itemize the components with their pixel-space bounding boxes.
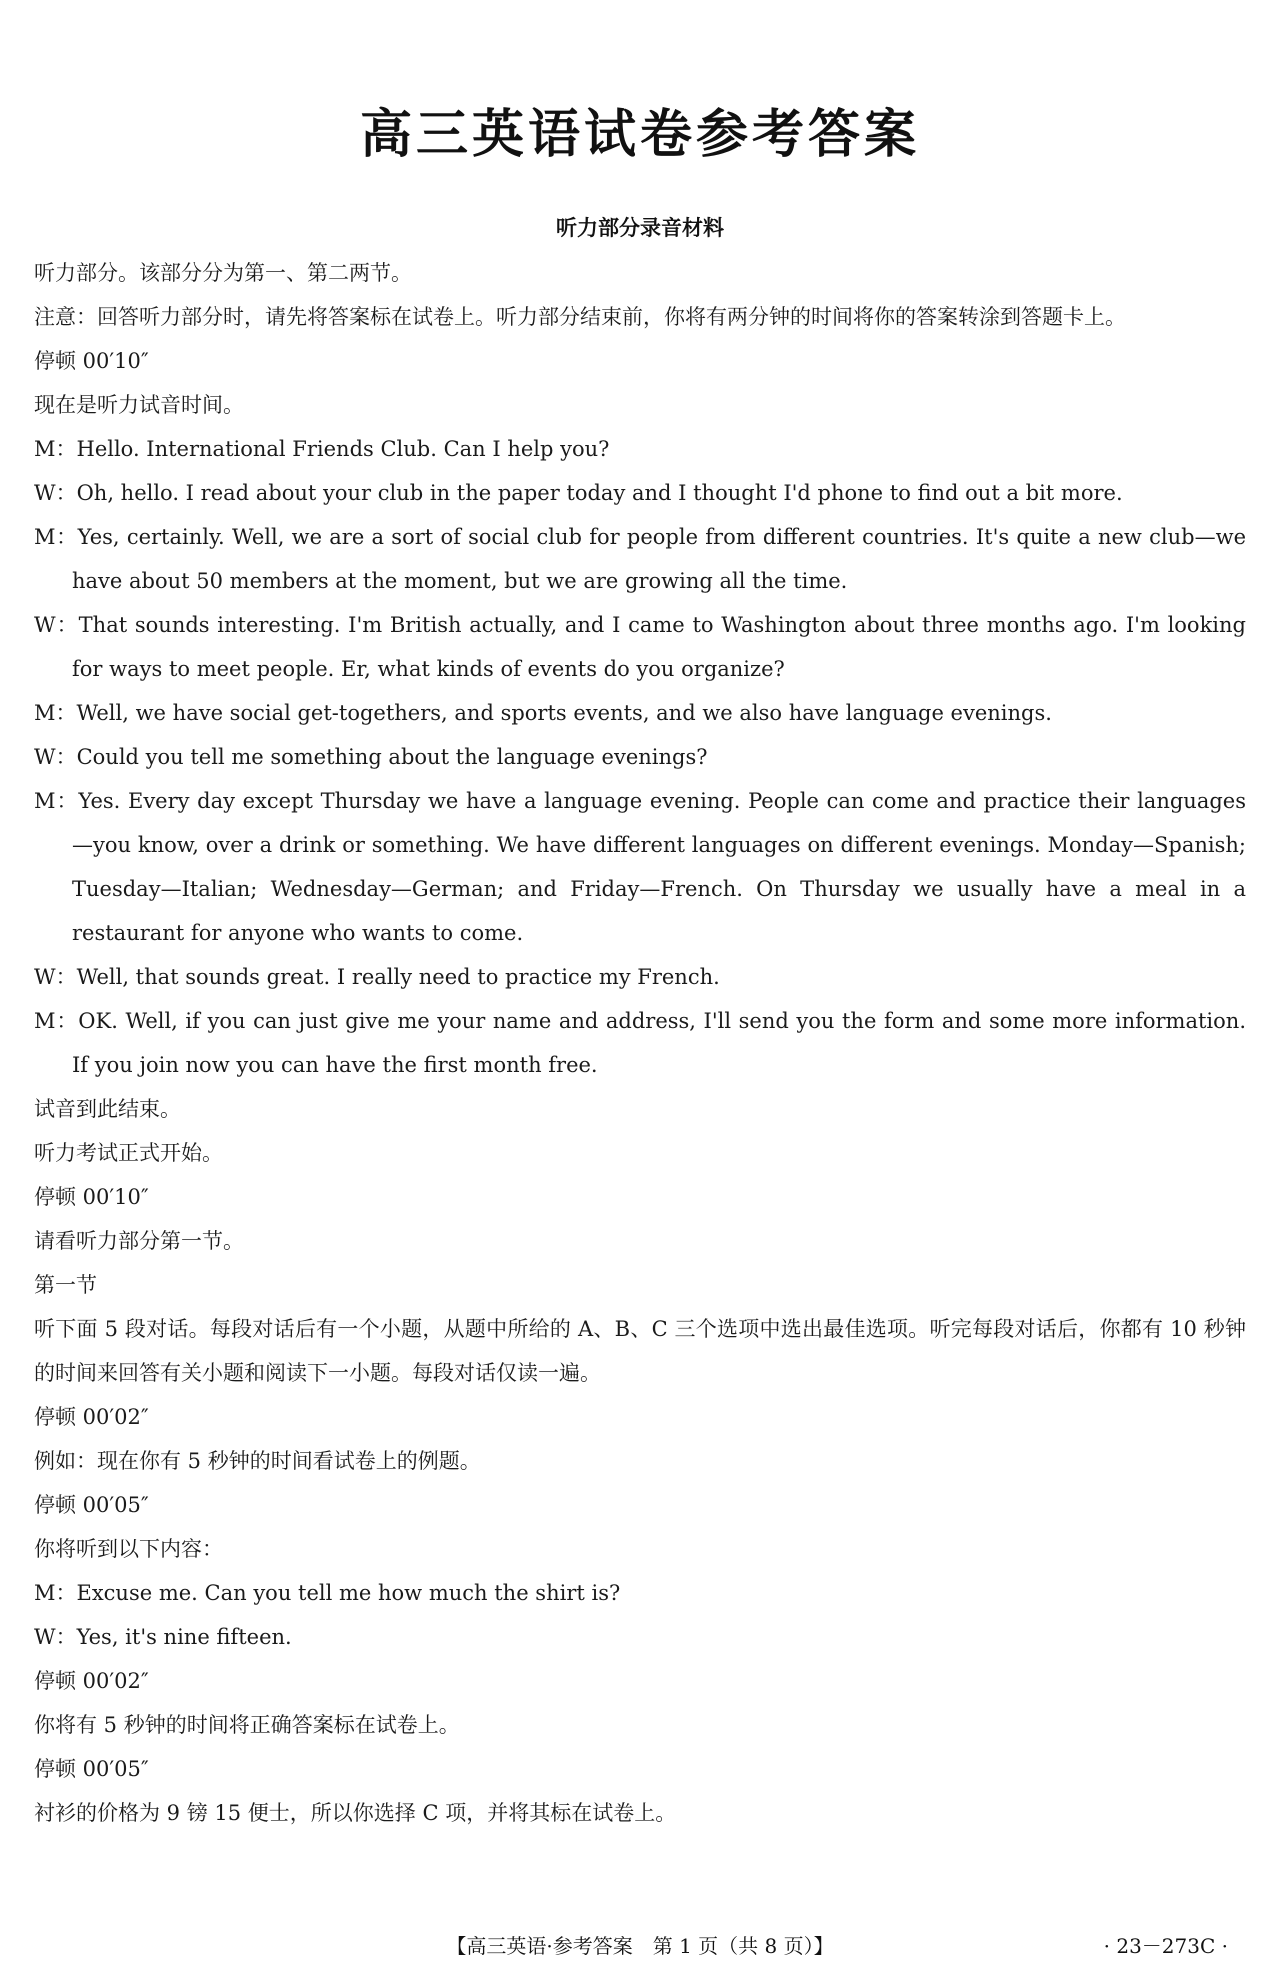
document-code: · 23－273C · bbox=[1103, 1934, 1228, 1958]
notice-paragraph: 注意：回答听力部分时，请先将答案标在试卷上。听力部分结束前，你将有两分钟的时间将你的答案转涂到答题卡上。 bbox=[34, 305, 1126, 329]
dialogue-line: W：Could you tell me something about the language evenings? bbox=[34, 745, 708, 769]
pause-marker: 停顿 00′05″ bbox=[34, 1493, 149, 1517]
pause-marker: 停顿 00′02″ bbox=[34, 1405, 149, 1429]
section-title: 听力部分录音材料 bbox=[556, 216, 724, 240]
page-footer: 【高三英语·参考答案 第 1 页（共 8 页）】 bbox=[446, 1934, 834, 1958]
section-one-prompt: 请看听力部分第一节。 bbox=[34, 1229, 244, 1253]
document-title: 高三英语试卷参考答案 bbox=[359, 105, 920, 165]
pause-marker: 停顿 00′02″ bbox=[34, 1669, 149, 1693]
dialogue-line: M：Yes, certainly. Well, we are a sort of social club for people from different countries. It's quite a new club—we have about 50 members at the moment, but we are growing all the time. bbox=[34, 525, 1246, 593]
dialogue-line: M：Well, we have social get-togethers, and sports events, and we also have language evenings. bbox=[34, 701, 1052, 725]
transcript-body bbox=[34, 251, 1246, 1835]
intro-line: 听力部分。该部分分为第一、第二两节。 bbox=[34, 261, 412, 285]
dialogue-line: M：Excuse me. Can you tell me how much the shirt is? bbox=[34, 1581, 621, 1605]
dialogue-line: W：That sounds interesting. I'm British actually, and I came to Washington about three months ago. I'm looking for ways to meet people. Er, what kinds of events do you organize? bbox=[34, 613, 1246, 681]
example-answer: 衬衫的价格为 9 镑 15 便士，所以你选择 C 项，并将其标在试卷上。 bbox=[34, 1801, 677, 1825]
dialogue-line: W：Oh, hello. I read about your club in the paper today and I thought I'd phone to find out a bit more. bbox=[34, 481, 1123, 505]
answer-time-prompt: 你将有 5 秒钟的时间将正确答案标在试卷上。 bbox=[34, 1713, 460, 1737]
trial-announcement: 现在是听力试音时间。 bbox=[34, 393, 244, 417]
pause-marker: 停顿 00′10″ bbox=[34, 349, 149, 373]
exam-start-line: 听力考试正式开始。 bbox=[34, 1141, 223, 1165]
dialogue-line: M：OK. Well, if you can just give me your name and address, I'll send you the form and some more information. If you join now you can have the first month free. bbox=[34, 1009, 1246, 1077]
example-intro: 你将听到以下内容： bbox=[34, 1537, 223, 1561]
example-prompt: 例如：现在你有 5 秒钟的时间看试卷上的例题。 bbox=[34, 1449, 481, 1473]
pause-marker: 停顿 00′10″ bbox=[34, 1185, 149, 1209]
dialogue-line: M：Yes. Every day except Thursday we have a language evening. People can come and practice their languages—you know, over a drink or something. We have different languages on different evenings. Monday—Spanish; Tuesday—Italian; Wednesday—German; and Friday—French. On Thursday we usually have a meal in a restaurant for anyone who wants to come. bbox=[34, 789, 1246, 945]
dialogue-line: W：Yes, it's nine fifteen. bbox=[34, 1625, 292, 1649]
dialogue-line: M：Hello. International Friends Club. Can I help you? bbox=[34, 437, 610, 461]
dialogue-line: W：Well, that sounds great. I really need to practice my French. bbox=[34, 965, 720, 989]
trial-end-line: 试音到此结束。 bbox=[34, 1097, 181, 1121]
section-one-instructions: 听下面 5 段对话。每段对话后有一个小题，从题中所给的 A、B、C 三个选项中选出最佳选项。听完每段对话后，你都有 10 秒钟的时间来回答有关小题和阅读下一小题。每段对话仅读一遍。 bbox=[34, 1317, 1246, 1385]
pause-marker: 停顿 00′05″ bbox=[34, 1757, 149, 1781]
section-one-heading: 第一节 bbox=[34, 1273, 97, 1297]
